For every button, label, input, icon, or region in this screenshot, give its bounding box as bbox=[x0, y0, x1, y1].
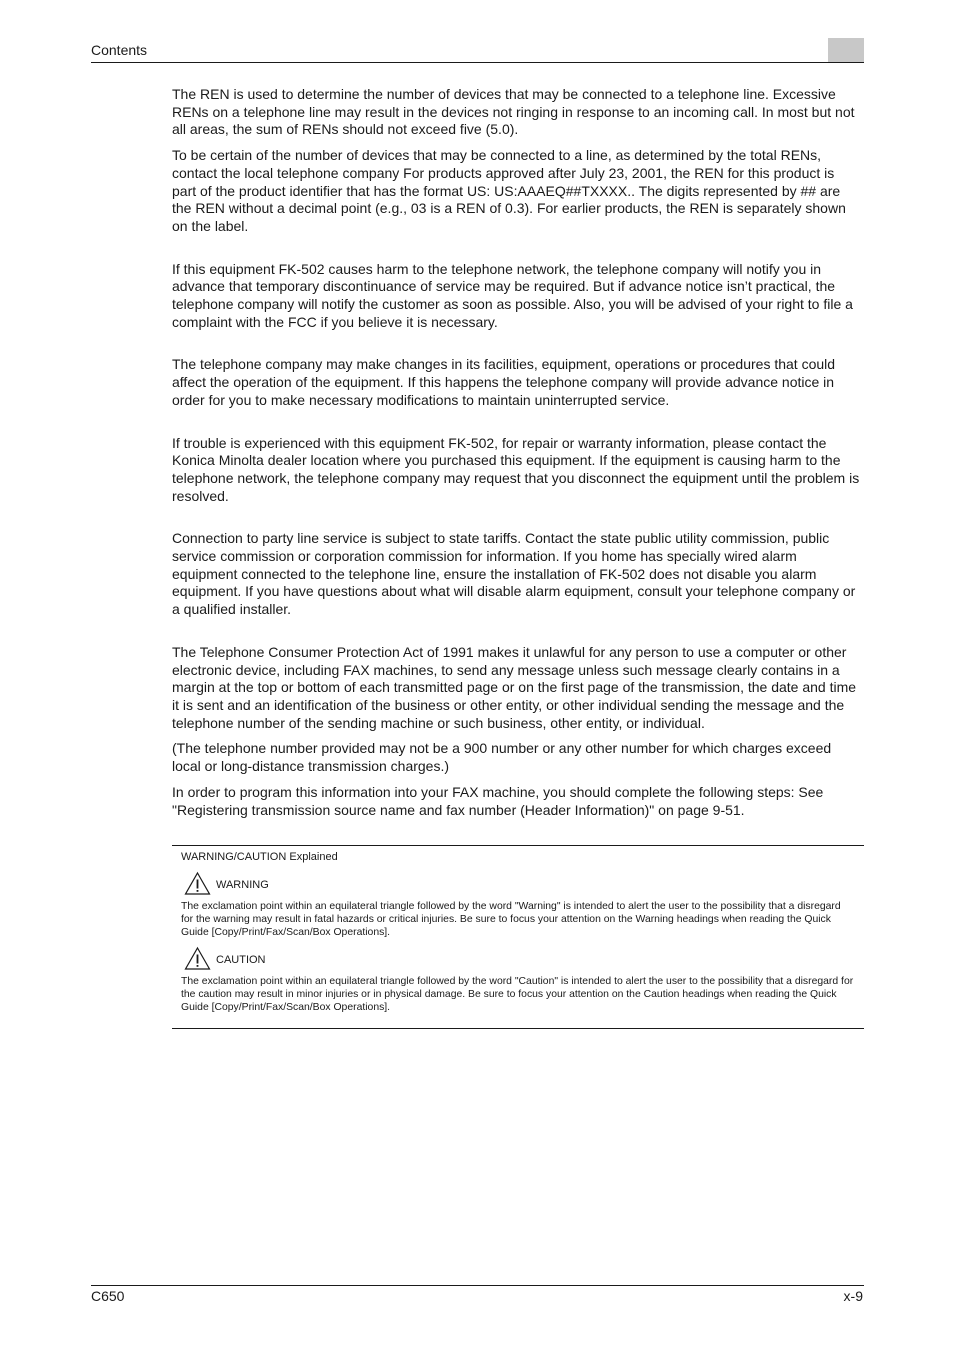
paragraph-program-header: In order to program this information into your FAX machine, you should complete the following steps: See "Registering transmission source name and fax number (Header Information)" on page 9-51. bbox=[172, 783, 824, 818]
caution-triangle-icon bbox=[184, 946, 211, 971]
warning-caution-box bbox=[172, 845, 864, 1029]
footer-model: C650 bbox=[91, 1288, 125, 1304]
footer-page-number: x-9 bbox=[843, 1288, 863, 1304]
warning-triangle-icon bbox=[184, 871, 211, 896]
caution-explanation: The exclamation point within an equilateral triangle followed by the word "Caution" is intended to alert the user to the possibility that a disregard for the caution may result in minor injuries or in physical damage. Be sure to focus your attention on the Caution headings when reading the Quick Guide [Copy/Print/Fax/Scan/Box Operations]. bbox=[181, 976, 854, 1013]
paragraph-ren-count: To be certain of the number of devices that may be connected to a line, as determined by the total RENs, contact the local telephone company For products approved after July 23, 2001, the REN for this product is part of the product identifier that has the format US: US:AAAEQ##TXXXX.. The digits represented by ## are the REN without a decimal point (e.g., 03 is a REN of 0.3). For earlier products, the REN is separately shown on the label. bbox=[172, 147, 846, 234]
caution-label: CAUTION bbox=[216, 953, 266, 966]
paragraph-company-changes: The telephone company may make changes in its facilities, equipment, operations or procedures that could affect the operation of the equipment. If this happens the telephone company will provide advance notice in order for you to make necessary modifications to maintain uninterrupted service. bbox=[172, 356, 836, 408]
header-tab-marker bbox=[828, 38, 864, 62]
warning-explanation: The exclamation point within an equilateral triangle followed by the word "Warning" is intended to alert the user to the possibility that a disregard for the warning may result in fatal hazards or critical injuries. Be sure to focus your attention on the Warning headings when reading the Quick Guide [Copy/Print/Fax/Scan/Box Operations]. bbox=[181, 901, 841, 938]
running-header-title: Contents bbox=[91, 42, 148, 58]
warning-label: WARNING bbox=[216, 878, 269, 891]
body-text bbox=[172, 86, 862, 827]
paragraph-trouble: If trouble is experienced with this equipment FK-502, for repair or warranty information, please contact the Konica Minolta dealer location where you purchased this equipment. If the equipment is causing harm to the telephone network, the telephone company may request that you disconnect the equipment until the problem is resolved. bbox=[172, 434, 860, 504]
caution-heading bbox=[184, 945, 855, 971]
paragraph-ren-usage: The REN is used to determine the number of devices that may be connected to a telephone line. Excessive RENs on a telephone line may result in the devices not ringing in response to an incoming call. In most but not all areas, the sum of RENs should not exceed five (5.0). bbox=[172, 86, 855, 138]
header-divider bbox=[91, 62, 864, 63]
paragraph-network-harm: If this equipment FK-502 causes harm to the telephone network, the telephone company will notify you in advance that temporary discontinuance of service may be required. But if advance notice isn’t practical, the telephone company will notify the customer as soon as possible. Also, you will be advised of your right to file a complaint with the FCC if you believe it is necessary. bbox=[172, 260, 853, 330]
footer-divider bbox=[91, 1285, 864, 1286]
paragraph-tcpa: The Telephone Consumer Protection Act of 1991 makes it unlawful for any person to use a computer or other electronic device, including FAX machines, to send any message unless such message clearly contains in a margin at the top or bottom of each transmitted page or on the first page of the transmission, the date and time it is sent and an identification of the business or other entity, or other individual sending the message and the telephone number of the sending machine or such business, other entity, or individual. bbox=[172, 643, 857, 731]
paragraph-party-line: Connection to party line service is subject to state tariffs. Contact the state public utility commission, public service commission or corporation commission for information. If you home has specially wired alarm equipment connected to the telephone line, ensure the installation of FK-502 does not disable you alarm equipment. If you have questions about what will disable alarm equipment, consult your telephone company or a qualified installer. bbox=[172, 530, 856, 618]
paragraph-telephone-number: (The telephone number provided may not be a 900 number or any other number for which charges exceed local or long-distance transmission charges.) bbox=[172, 740, 832, 775]
notice-title: WARNING/CAUTION Explained bbox=[181, 851, 338, 863]
warning-heading bbox=[184, 870, 855, 896]
